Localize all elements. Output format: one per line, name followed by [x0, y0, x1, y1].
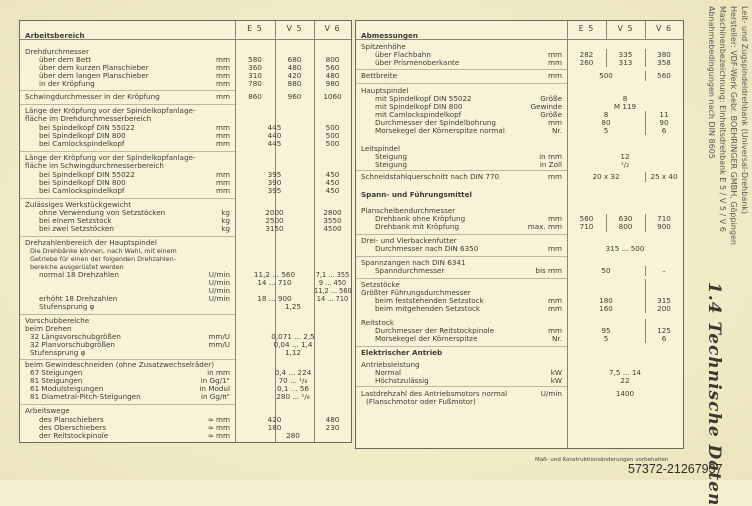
row-label: über Flachbahn: [375, 50, 431, 59]
row-unit: kW: [550, 376, 562, 385]
row-label: bei zwei Setzstöcken: [39, 224, 114, 233]
row-divider: [20, 90, 235, 91]
subgroup-title: beim Drehen: [25, 324, 72, 333]
value-divider: [645, 319, 646, 343]
row-unit: mm: [215, 79, 230, 88]
row-divider: [20, 404, 235, 405]
value-v6: 358: [657, 58, 671, 67]
value-v5: 480: [287, 63, 302, 72]
value-e5: 560: [579, 214, 594, 223]
value-v6: 710: [657, 214, 671, 223]
row-label: Drehbank ohne Kröpfung: [375, 214, 466, 223]
row-unit: max. mm: [527, 222, 562, 231]
row-unit: mm: [215, 139, 230, 148]
row-label: über dem kurzen Planschieber: [39, 63, 149, 72]
value-v5: 313: [618, 58, 633, 67]
row-divider: [20, 198, 235, 199]
machine-type: Leit- und Zugspindeldrehbank (Universal-Drehbank): [740, 6, 749, 215]
column-header-v5: V 5: [617, 24, 634, 33]
row-label: 81 Diametral-Pitch-Steigungen: [30, 392, 141, 401]
value-e5: 860: [248, 92, 262, 101]
row-unit: in mm: [539, 152, 562, 161]
section-heading: Arbeitsbereich: [25, 31, 85, 40]
value-all: 315 ... 500: [605, 244, 645, 253]
row-unit: mm: [215, 123, 230, 132]
value-v5: 880: [287, 79, 302, 88]
value-divider: [645, 266, 646, 276]
value-all: ¹/₂: [620, 160, 630, 169]
value-e5-v5: 50: [601, 266, 611, 275]
value-e5-v5: 20 x 32: [592, 172, 620, 181]
row-label: 32 Planvorschubgrößen: [30, 340, 115, 349]
group-title: Antriebsleistung: [361, 360, 420, 369]
value-v6: 11: [659, 110, 669, 119]
row-label: ohne Verwendung von Setzstöcken: [39, 208, 166, 217]
row-label: Normal: [375, 368, 402, 377]
row-label: Steigung: [375, 152, 408, 161]
row-unit: mm: [215, 92, 230, 101]
row-label: erhöht 18 Drehzahlen: [39, 294, 118, 303]
value-divider: [606, 214, 607, 232]
value-e5-v5: 2500: [265, 216, 284, 225]
value-e5-v5: 500: [599, 71, 613, 80]
value-e5-v5: 395: [267, 186, 282, 195]
row-unit: kg: [221, 224, 230, 233]
value-v5: 420: [287, 71, 302, 80]
row-unit: in Gg/1": [200, 376, 230, 385]
row-label: Morsekegel der Körnerspitze: [375, 334, 478, 343]
value-v6: 1060: [323, 92, 342, 101]
value-divider: [645, 71, 646, 81]
row-label: Spanndurchmesser: [375, 266, 445, 275]
row-unit: mm: [215, 71, 230, 80]
row-unit: in Modul: [199, 384, 230, 393]
value-v6: 6: [661, 334, 667, 343]
row-unit: kg: [221, 216, 230, 225]
group-title: Länge der Kröpfung vor der Spindelkopfanlage-: [25, 106, 196, 115]
value-v6: 4500: [323, 224, 342, 233]
row-divider: [20, 104, 235, 105]
value-v6: 230: [325, 423, 340, 432]
value-divider: [645, 214, 646, 232]
value-e5-v5: 180: [599, 296, 613, 305]
row-label: über Prismenoberkante: [375, 58, 460, 67]
row-divider: [356, 346, 567, 347]
row-label: mit Spindelkopf DIN 800: [375, 102, 463, 111]
row-unit: kW: [550, 368, 562, 377]
value-divider: [645, 172, 646, 182]
row-unit: U/min: [208, 294, 230, 303]
value-e5: 710: [579, 222, 594, 231]
value-v6: 2800: [323, 208, 342, 217]
value-v6: 500: [325, 131, 340, 140]
row-label: der Reitstockpinole: [39, 431, 109, 440]
row-unit: mm: [547, 172, 562, 181]
group-title: Spitzenhöhe: [361, 42, 406, 51]
row-unit: Größe: [540, 110, 562, 119]
row-unit: mm: [215, 170, 230, 179]
subgroup-title: beim Gewindeschneiden (ohne Zusatzwechselräder): [25, 360, 215, 369]
row-unit: mm: [547, 58, 562, 67]
column-header-v6: V 6: [324, 24, 341, 33]
value-v6: 3550: [323, 216, 342, 225]
row-label: Bettbreite: [361, 71, 398, 80]
row-unit: mm: [547, 71, 562, 80]
value-e5-v5: 5: [603, 334, 609, 343]
note-text: bereiche ausgerüstet werden: [30, 263, 124, 271]
value-e5-v5: 395: [267, 170, 282, 179]
row-unit: mm: [215, 63, 230, 72]
note-text: (Flanschmotor oder Fußmotor): [366, 397, 476, 406]
note-text: Die Drehbänke können, nach Wahl, mit einem: [30, 247, 177, 255]
value-divider: [645, 279, 646, 313]
value-v6: –: [662, 266, 666, 275]
row-label: beim feststehenden Setzstock: [375, 296, 484, 305]
row-label: beim mitgehenden Setzstock: [375, 304, 481, 313]
value-v6: 450: [325, 186, 340, 195]
value-all: 280 ... ¹/₈: [276, 392, 310, 401]
row-label: mit Camlockspindelkopf: [375, 110, 462, 119]
row-label: 67 Steigungen: [30, 368, 83, 377]
row-label: 61 Modulsteigungen: [30, 384, 104, 393]
row-label: Morsekegel der Körnerspitze normal: [375, 126, 505, 135]
value-all: 12: [620, 152, 630, 161]
value-e5: 580: [248, 55, 262, 64]
row-unit: mm: [215, 186, 230, 195]
value-v6: 500: [325, 123, 340, 132]
value-e5-v5: 18 ... 900: [257, 294, 292, 303]
value-v5: 630: [618, 214, 633, 223]
row-unit: mm: [547, 244, 562, 253]
row-unit: Nr.: [552, 126, 562, 135]
row-label: 32 Längsvorschubgrößen: [30, 332, 121, 341]
group-title: Planscheibendurchmesser: [361, 206, 456, 215]
row-divider: [356, 386, 567, 387]
row-label: Durchmesser nach DIN 6350: [375, 244, 479, 253]
column-header-e5: E 5: [247, 24, 263, 33]
row-divider: [356, 234, 567, 235]
listing-id-watermark: 57372-21267937: [628, 462, 723, 476]
group-title: Drehzahlenbereich der Hauptspindel: [25, 238, 157, 247]
row-unit: mm: [547, 326, 562, 335]
group-title: Vorschubbereiche: [25, 316, 90, 325]
row-label: bei Spindelkopf DIN 55022: [39, 123, 135, 132]
row-label: Durchmesser der Spindelbohrung: [375, 118, 496, 127]
value-e5-v5: 14 ... 710: [257, 278, 292, 287]
section-heading: Elektrischer Antrieb: [361, 348, 443, 357]
value-all: 0,1 ... 56: [277, 384, 309, 393]
value-all: 280: [286, 431, 300, 440]
row-label: Steigung: [375, 160, 408, 169]
row-unit: mm: [215, 55, 230, 64]
value-e5-v5: 95: [601, 326, 611, 335]
value-e5-v5: 11,2 ... 560: [253, 270, 296, 279]
value-v6: 315: [657, 296, 671, 305]
value-e5-v5: 160: [599, 304, 613, 313]
group-title: Arbeitswege: [25, 406, 70, 415]
value-v6: 560: [325, 63, 340, 72]
row-label: Durchmesser der Reitstockpinole: [375, 326, 495, 335]
section-heading: Abmessungen: [361, 31, 418, 40]
value-all: 1400: [615, 389, 635, 398]
acceptance-conditions: Abnahmebedingungen nach DIN 8605: [707, 6, 716, 159]
row-label: 81 Steigungen: [30, 376, 83, 385]
value-e5: 310: [248, 71, 262, 80]
value-all: 0,04 ... 1,4: [273, 340, 313, 349]
row-unit: mm: [215, 178, 230, 187]
row-divider: [20, 314, 235, 315]
row-unit: in mm: [207, 368, 230, 377]
row-divider: [20, 236, 235, 237]
value-e5-v5: 445: [267, 123, 282, 132]
value-all: 0,071 ... 2,5: [271, 332, 315, 341]
value-v6: 560: [657, 71, 671, 80]
row-divider: [356, 256, 567, 257]
value-e5: 282: [579, 50, 594, 59]
row-label: Höchstzulässig: [375, 376, 429, 385]
value-v6: 480: [325, 415, 340, 424]
value-e5-v5: 5: [603, 126, 609, 135]
value-all: 1,25: [284, 302, 301, 311]
value-v6: 500: [325, 139, 340, 148]
value-v6: 450: [325, 170, 340, 179]
row-unit: kg: [221, 208, 230, 217]
group-title: Setzstöcke: [361, 280, 400, 289]
row-unit: mm: [547, 214, 562, 223]
group-title: Hauptspindel: [361, 86, 409, 95]
row-label: bei Camlockspindelkopf: [39, 186, 125, 195]
note-text: Getriebe für einen der folgenden Drehzahlen-: [30, 255, 176, 263]
machine-designation: Maschinenbezeichnung: Einheitsdrehbank E 5 / V 5 / V 6: [718, 6, 727, 232]
value-v6: 7,1 ... 355: [315, 271, 350, 279]
row-unit: mm/U: [208, 340, 230, 349]
group-title: fläche im Drehdurchmesserbereich: [25, 114, 152, 123]
row-divider: [356, 83, 567, 84]
value-v6: 900: [657, 222, 671, 231]
row-unit: ≈ mm: [207, 423, 230, 432]
row-label: Stufensprung φ: [30, 348, 86, 357]
row-unit: mm: [547, 50, 562, 59]
value-e5-v5: 8: [603, 110, 609, 119]
machine-info-block: [706, 6, 750, 245]
group-title: fläche im Schwingdurchmesserbereich: [25, 161, 164, 170]
value-v5: 335: [618, 50, 633, 59]
value-all: 1,12: [284, 348, 301, 357]
value-v6: 800: [325, 55, 340, 64]
value-e5-v5: 2000: [265, 208, 284, 217]
value-v6: 125: [657, 326, 671, 335]
subgroup-title: Größter Führungsdurchmesser: [361, 288, 471, 297]
row-unit: ≈ mm: [207, 431, 230, 440]
value-v6: 450: [325, 178, 340, 187]
value-v6: 480: [325, 71, 340, 80]
value-e5-v5: 180: [267, 423, 282, 432]
value-e5-v5: 390: [267, 178, 282, 187]
value-v6: 200: [657, 304, 671, 313]
row-label: normal 18 Drehzahlen: [39, 270, 119, 279]
row-unit: mm: [547, 118, 562, 127]
row-label: über dem langen Planschieber: [39, 71, 149, 80]
row-unit: Größe: [540, 94, 562, 103]
footnote: Maß- und Konstruktionsänderungen vorbehalten: [535, 457, 669, 463]
group-title: Zulässiges Werkstückgewicht: [25, 200, 132, 209]
row-unit: Nr.: [552, 334, 562, 343]
value-v6: 14 ... 710: [316, 295, 349, 303]
value-all: 8: [622, 94, 628, 103]
row-unit: in Zoll: [539, 160, 562, 169]
group-title: Länge der Kröpfung vor der Spindelkopfanlage-: [25, 153, 196, 162]
value-v6: 6: [661, 126, 667, 135]
row-divider: [356, 170, 567, 171]
row-divider: [20, 151, 235, 152]
value-e5-v5: 420: [267, 415, 282, 424]
value-v6: 11,2 ... 560: [314, 287, 352, 295]
row-label: in der Kröpfung: [39, 79, 95, 88]
column-header-e5: E 5: [578, 24, 595, 33]
value-e5-v5: 80: [601, 118, 611, 127]
row-label: Schwingdurchmesser in der Kröpfung: [25, 92, 160, 101]
row-label: bei einem Setzstock: [39, 216, 112, 225]
row-label: des Oberschiebers: [39, 423, 106, 432]
group-title: Drei- und Vierbackenfutter: [361, 236, 457, 245]
group-title: Reitstock: [361, 318, 394, 327]
value-e5: 260: [579, 58, 594, 67]
group-title: Drehdurchmesser: [25, 47, 90, 56]
right-spec-table-abmessungen: [355, 20, 684, 449]
value-v5: 960: [287, 92, 302, 101]
row-label: bei Spindelkopf DIN 55022: [39, 170, 135, 179]
row-label: Schneidstahlquerschnitt nach DIN 770: [361, 172, 500, 181]
row-unit: mm: [215, 131, 230, 140]
value-e5-v5: 445: [267, 139, 282, 148]
manufacturer: Hersteller: VDF-Werk Gebr. BOEHRINGER GMBH, Göppingen: [729, 6, 738, 245]
row-label: über dem Bett: [39, 55, 92, 64]
row-unit: mm: [547, 296, 562, 305]
value-v6: 980: [325, 79, 340, 88]
row-unit: mm/U: [208, 332, 230, 341]
value-e5-v5: 3150: [265, 224, 284, 233]
row-label: mit Spindelkopf DIN 55022: [375, 94, 472, 103]
section-title: 1.4 Technische Daten: [704, 282, 724, 506]
row-unit: mm: [547, 304, 562, 313]
value-divider: [645, 111, 646, 135]
value-all: 22: [620, 376, 630, 385]
row-unit: U/min: [208, 286, 230, 295]
value-all: 0,4 ... 224: [274, 368, 312, 377]
value-divider: [645, 49, 646, 67]
value-e5-v5: 440: [267, 131, 282, 140]
row-unit: Gewinde: [530, 102, 562, 111]
value-divider: [606, 49, 607, 67]
section-heading: Spann- und Führungsmittel: [361, 190, 472, 199]
group-title: Spannzangen nach DIN 6341: [361, 258, 466, 267]
value-v5: 680: [287, 55, 302, 64]
row-label: bei Spindelkopf DIN 800: [39, 131, 126, 140]
row-label: Lastdrehzahl des Antriebsmotors normal: [361, 389, 508, 398]
row-label: bei Camlockspindelkopf: [39, 139, 125, 148]
row-label: bei Spindelkopf DIN 800: [39, 178, 126, 187]
value-all: 7,5 ... 14: [609, 368, 641, 377]
value-v5: 800: [618, 222, 633, 231]
value-all: 70 ... ¹/₈: [278, 376, 308, 385]
value-e5: 360: [248, 63, 262, 72]
value-e5: 780: [248, 79, 262, 88]
row-divider: [356, 69, 567, 70]
row-label: Drehbank mit Kröpfung: [375, 222, 460, 231]
row-unit: ≈ mm: [207, 415, 230, 424]
row-label: des Planschiebers: [39, 415, 104, 424]
row-unit: U/min: [208, 270, 230, 279]
value-v6: 9 ... 450: [318, 279, 347, 287]
row-label: Stufensprung φ: [39, 302, 95, 311]
row-unit: U/min: [540, 389, 562, 398]
row-divider: [356, 278, 567, 279]
row-unit: U/min: [208, 278, 230, 287]
group-title: Leitspindel: [361, 144, 400, 153]
column-header-v6: V 6: [655, 24, 673, 33]
value-v6: 90: [659, 118, 669, 127]
column-header-v5: V 5: [286, 24, 303, 33]
value-v6: 25 x 40: [650, 172, 678, 181]
left-spec-table-arbeitsbereich: [19, 20, 352, 443]
value-v6: 380: [657, 50, 671, 59]
value-all: M 119: [613, 102, 637, 111]
row-unit: bis mm: [535, 266, 562, 275]
row-unit: in Gg/π": [200, 392, 230, 401]
